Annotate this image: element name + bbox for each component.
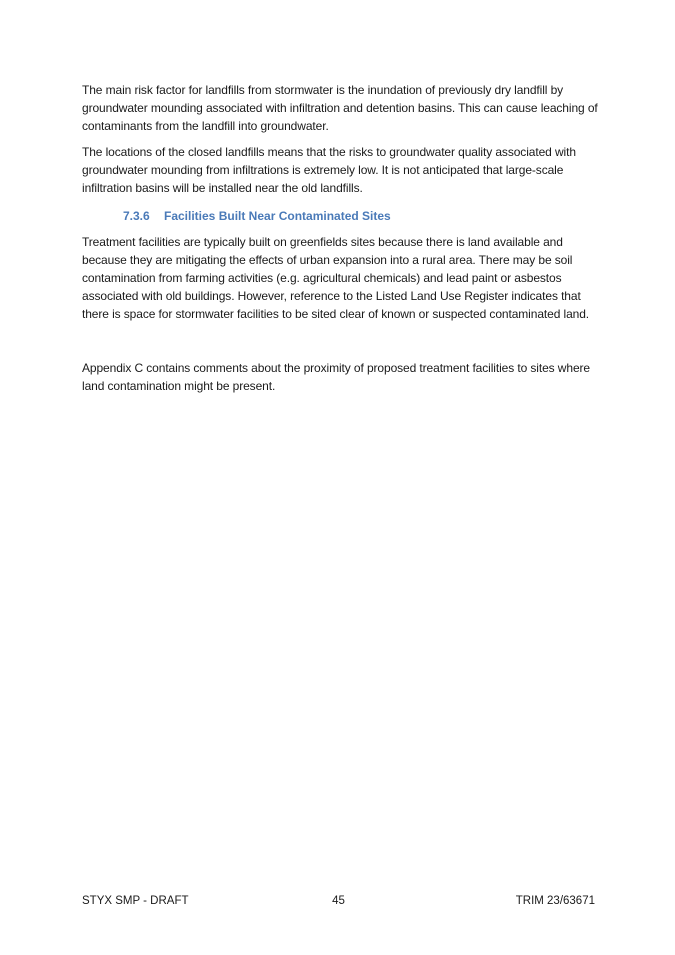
page-footer (82, 893, 595, 909)
paragraph-appendix-c: Appendix C contains comments about the proximity of proposed treatment facilities to sites where land contamination might be present. (82, 361, 590, 393)
section-heading (123, 207, 602, 225)
paragraph-landfill-locations: The locations of the closed landfills means that the risks to groundwater quality associated with groundwater mounding from infiltrations is extremely low. It is not anticipated that large-scale infiltration basins will be installed near the old landfills. (82, 145, 576, 195)
page-body (82, 81, 602, 395)
footer-trim-reference: TRIM 23/63671 (515, 895, 595, 907)
section-number: 7.3.6 (123, 209, 150, 223)
paragraph-treatment-facilities: Treatment facilities are typically built on greenfields sites because there is land available and because they are mitigating the effects of urban expansion into a rural area. There may be soil contamination from farming activities (e.g. agricultural chemicals) and lead paint or asbestos associated with old buildings. However, reference to the Listed Land Use Register indicates that there is space for stormwater facilities to be sited clear of known or suspected contaminated land. (82, 235, 590, 321)
footer-document-label: STYX SMP - DRAFT (82, 895, 189, 907)
paragraph-landfill-risk: The main risk factor for landfills from stormwater is the inundation of previously dry landfill by groundwater mounding associated with infiltration and detention basins. This can cause leaching of contaminants from the landfill into groundwater. (82, 83, 598, 133)
footer-page-number: 45 (332, 895, 345, 907)
section-title: Facilities Built Near Contaminated Sites (164, 209, 391, 223)
